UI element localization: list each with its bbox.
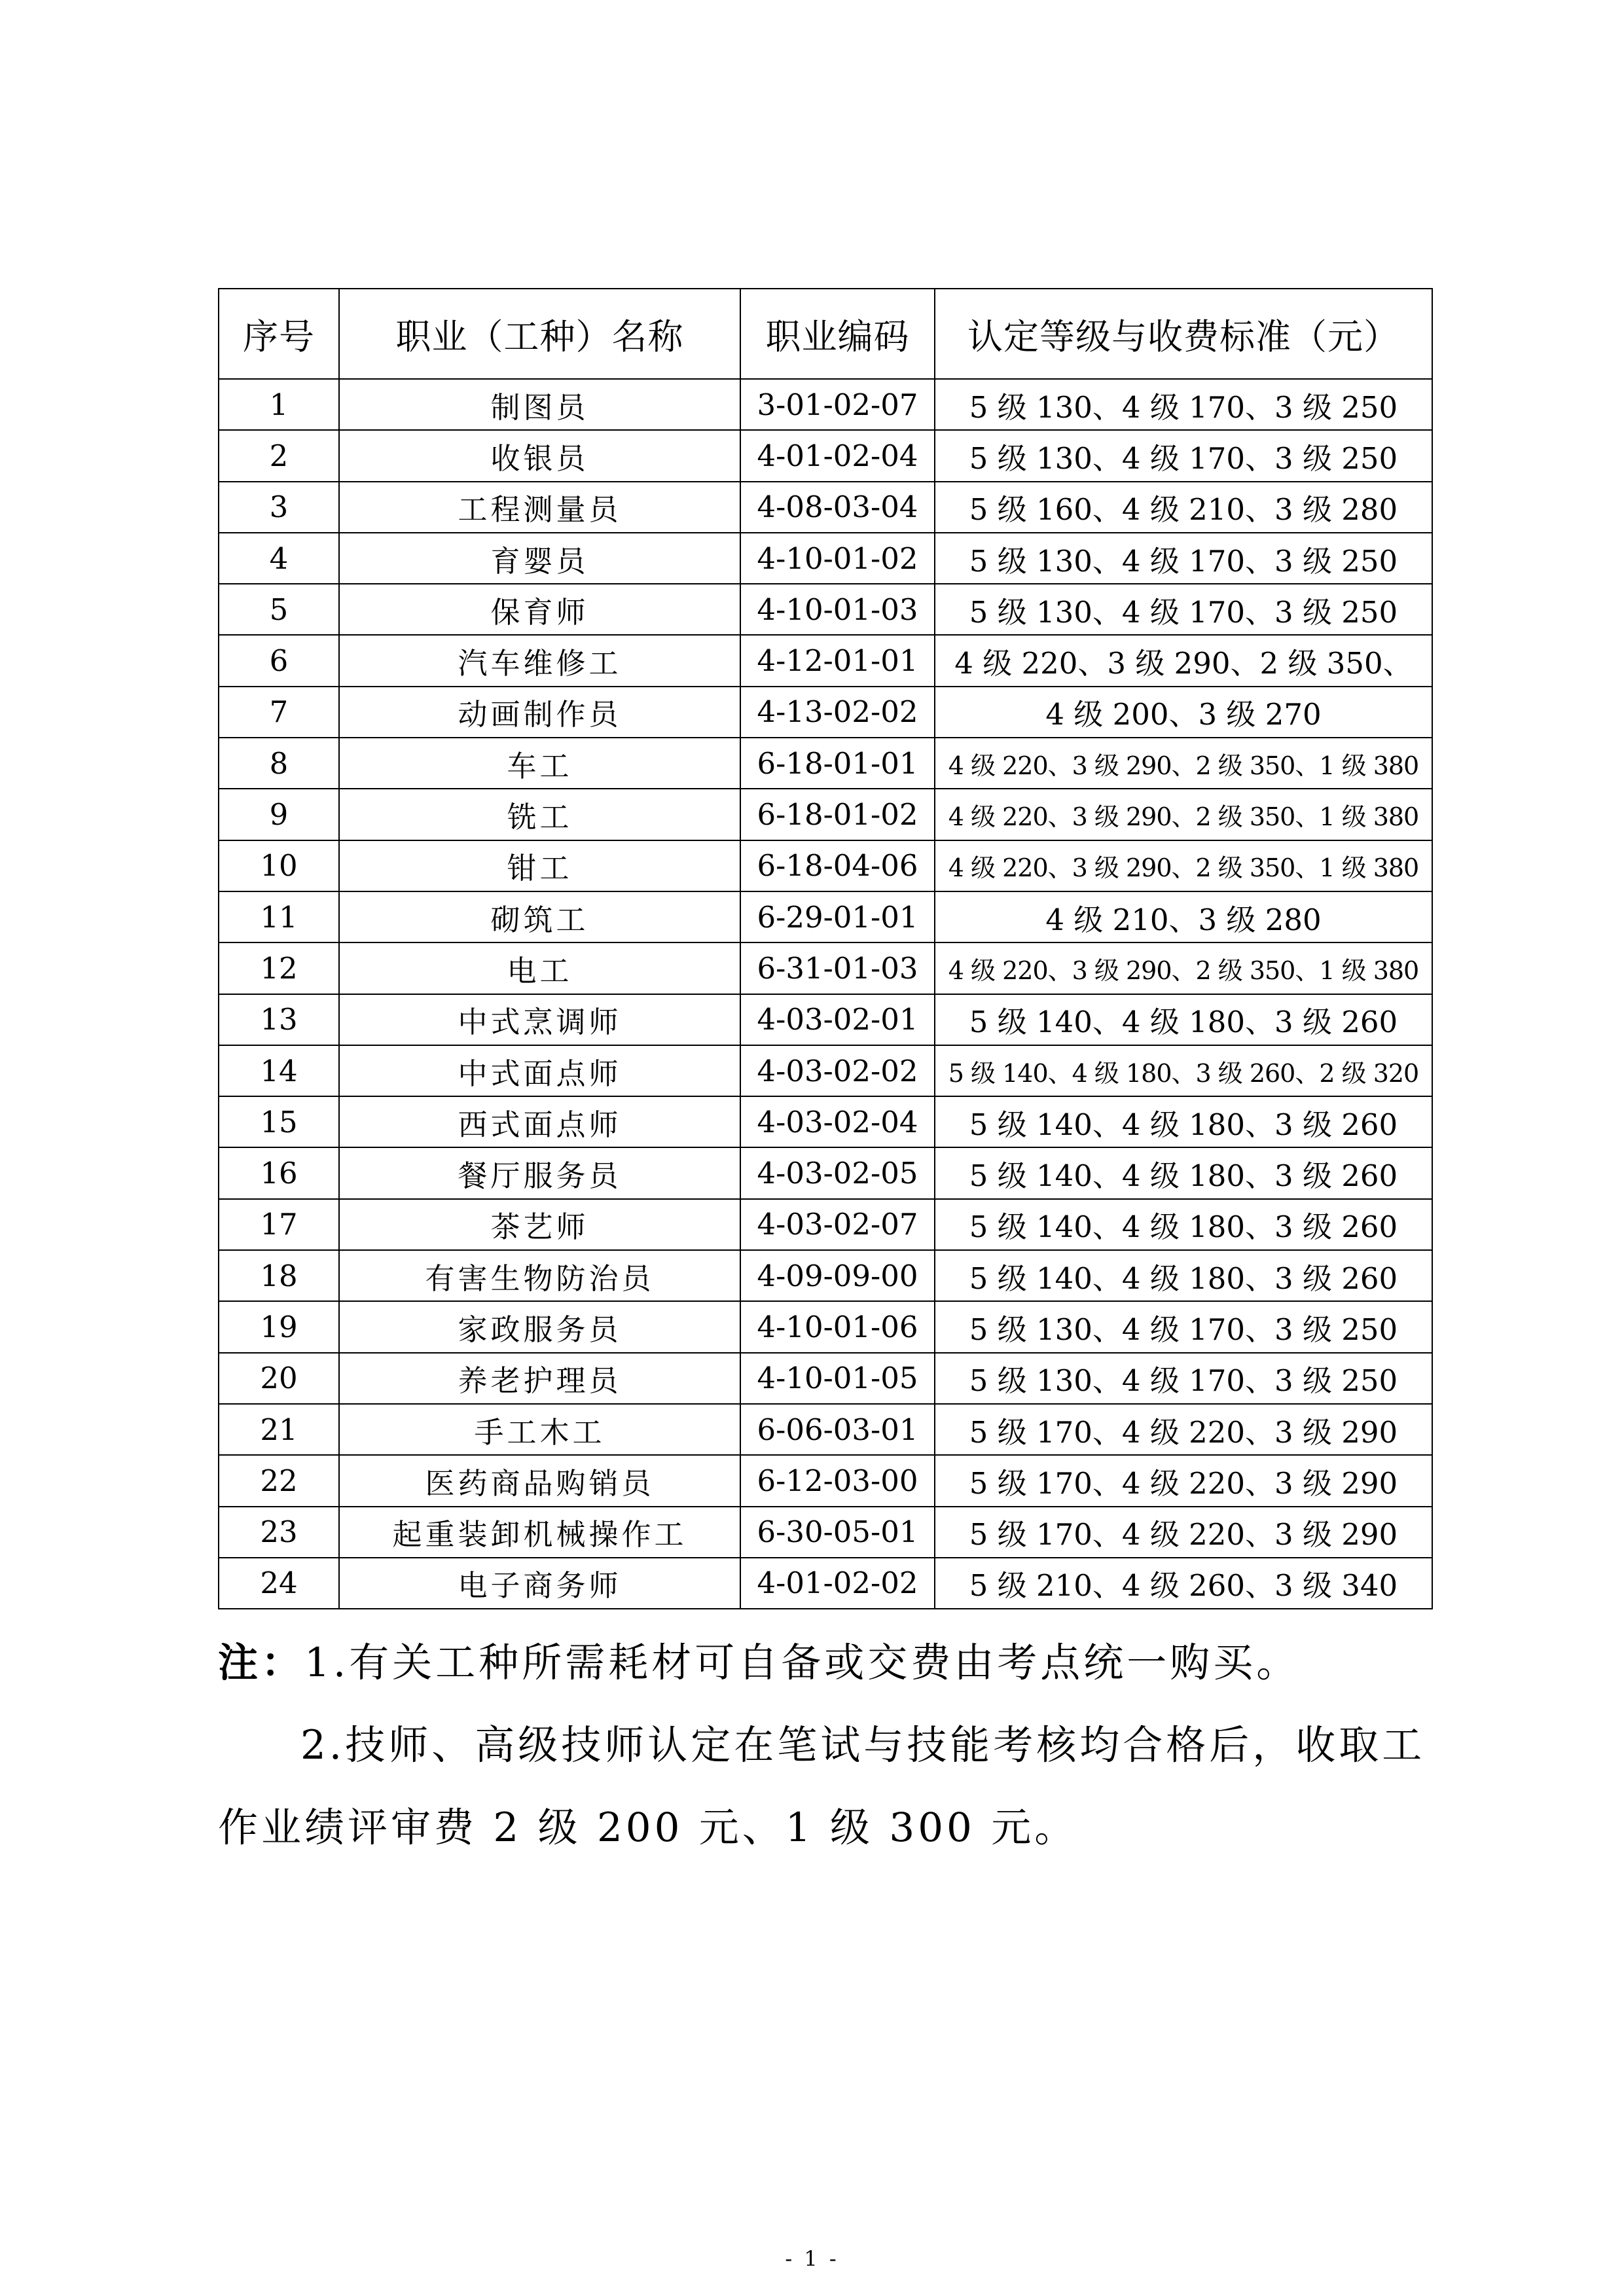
cell-occupation-code: 3-01-02-07: [740, 379, 935, 430]
header-fee-standard: 认定等级与收费标准（元）: [935, 289, 1432, 379]
cell-occupation-code: 4-03-02-04: [740, 1096, 935, 1147]
table-row: [219, 789, 1432, 840]
cell-occupation-name: 车工: [339, 738, 740, 789]
cell-occupation-code: 6-18-01-01: [740, 738, 935, 789]
cell-fee-standard: 5 级 130、4 级 170、3 级 250: [935, 1301, 1432, 1352]
table-row: [219, 994, 1432, 1045]
cell-fee-standard: 4 级 210、3 级 280: [935, 891, 1432, 942]
table-row: [219, 891, 1432, 942]
table-row: [219, 1507, 1432, 1558]
cell-occupation-code: 4-13-02-02: [740, 687, 935, 738]
cell-serial-number: 1: [219, 379, 339, 430]
cell-occupation-name: 餐厅服务员: [339, 1147, 740, 1198]
cell-serial-number: 2: [219, 430, 339, 481]
cell-occupation-code: 6-06-03-01: [740, 1404, 935, 1455]
cell-occupation-name: 有害生物防治员: [339, 1250, 740, 1301]
cell-fee-standard: 5 级 170、4 级 220、3 级 290: [935, 1507, 1432, 1558]
cell-occupation-name: 制图员: [339, 379, 740, 430]
cell-fee-standard: 5 级 130、4 级 170、3 级 250: [935, 533, 1432, 584]
cell-fee-standard: 5 级 140、4 级 180、3 级 260: [935, 1096, 1432, 1147]
cell-serial-number: 8: [219, 738, 339, 789]
cell-serial-number: 23: [219, 1507, 339, 1558]
cell-occupation-code: 4-10-01-06: [740, 1301, 935, 1352]
cell-fee-standard: 5 级 140、4 级 180、3 级 260: [935, 1250, 1432, 1301]
cell-occupation-code: 4-03-02-07: [740, 1199, 935, 1250]
cell-serial-number: 17: [219, 1199, 339, 1250]
cell-occupation-name: 西式面点师: [339, 1096, 740, 1147]
cell-occupation-name: 动画制作员: [339, 687, 740, 738]
table-row: [219, 1558, 1432, 1609]
table-row: [219, 1045, 1432, 1096]
cell-occupation-code: 6-18-04-06: [740, 840, 935, 891]
cell-occupation-name: 汽车维修工: [339, 635, 740, 686]
table-row: [219, 635, 1432, 686]
table-row: [219, 1147, 1432, 1198]
cell-occupation-name: 电子商务师: [339, 1558, 740, 1609]
cell-occupation-name: 茶艺师: [339, 1199, 740, 1250]
table-row: [219, 840, 1432, 891]
cell-fee-standard: 5 级 140、4 级 180、3 级 260: [935, 1199, 1432, 1250]
cell-occupation-code: 4-03-02-05: [740, 1147, 935, 1198]
cell-serial-number: 4: [219, 533, 339, 584]
cell-serial-number: 24: [219, 1558, 339, 1609]
table-row: [219, 482, 1432, 533]
table-header-row: [219, 289, 1432, 379]
cell-fee-standard: 5 级 170、4 级 220、3 级 290: [935, 1404, 1432, 1455]
note-item-2-line-2: 作业绩评审费 2 级 200 元、1 级 300 元。: [218, 1804, 1078, 1851]
cell-serial-number: 12: [219, 942, 339, 994]
table-row: [219, 738, 1432, 789]
table-row: [219, 1455, 1432, 1506]
cell-occupation-name: 工程测量员: [339, 482, 740, 533]
cell-occupation-code: 4-10-01-02: [740, 533, 935, 584]
cell-occupation-code: 6-29-01-01: [740, 891, 935, 942]
cell-occupation-name: 砌筑工: [339, 891, 740, 942]
cell-serial-number: 13: [219, 994, 339, 1045]
cell-occupation-name: 医药商品购销员: [339, 1455, 740, 1506]
cell-fee-standard: 5 级 130、4 级 170、3 级 250: [935, 584, 1432, 635]
cell-serial-number: 6: [219, 635, 339, 686]
cell-fee-standard: 5 级 210、4 级 260、3 级 340: [935, 1558, 1432, 1609]
cell-occupation-name: 起重装卸机械操作工: [339, 1507, 740, 1558]
table-row: [219, 1404, 1432, 1455]
cell-occupation-name: 中式面点师: [339, 1045, 740, 1096]
table-row: [219, 1301, 1432, 1352]
table-row: [219, 430, 1432, 481]
cell-fee-standard: 5 级 130、4 级 170、3 级 250: [935, 430, 1432, 481]
cell-fee-standard: 4 级 220、3 级 290、2 级 350、1 级 380: [935, 789, 1432, 840]
table-row: [219, 584, 1432, 635]
notes-section: [218, 1622, 1435, 1869]
table-row: [219, 379, 1432, 430]
cell-serial-number: 16: [219, 1147, 339, 1198]
cell-fee-standard: 4 级 220、3 级 290、2 级 350、1 级 380: [935, 738, 1432, 789]
note-item-1-text: 1.有关工种所需耗材可自备或交费由考点统一购买。: [304, 1640, 1300, 1686]
cell-fee-standard: 4 级 220、3 级 290、2 级 350、1 级 380: [935, 840, 1432, 891]
cell-fee-standard: 5 级 130、4 级 170、3 级 250: [935, 1353, 1432, 1404]
table-row: [219, 1250, 1432, 1301]
table-row: [219, 1199, 1432, 1250]
cell-occupation-name: 收银员: [339, 430, 740, 481]
cell-occupation-name: 中式烹调师: [339, 994, 740, 1045]
cell-occupation-code: 4-09-09-00: [740, 1250, 935, 1301]
cell-occupation-name: 钳工: [339, 840, 740, 891]
cell-occupation-code: 4-01-02-02: [740, 1558, 935, 1609]
cell-occupation-code: 4-01-02-04: [740, 430, 935, 481]
cell-serial-number: 11: [219, 891, 339, 942]
cell-serial-number: 5: [219, 584, 339, 635]
cell-serial-number: 22: [219, 1455, 339, 1506]
cell-occupation-code: 6-18-01-02: [740, 789, 935, 840]
cell-occupation-code: 4-03-02-01: [740, 994, 935, 1045]
table-row: [219, 1096, 1432, 1147]
cell-occupation-name: 家政服务员: [339, 1301, 740, 1352]
cell-occupation-name: 养老护理员: [339, 1353, 740, 1404]
cell-occupation-code: 4-12-01-01: [740, 635, 935, 686]
cell-occupation-code: 4-03-02-02: [740, 1045, 935, 1096]
cell-fee-standard: 5 级 140、4 级 180、3 级 260: [935, 1147, 1432, 1198]
cell-occupation-name: 铣工: [339, 789, 740, 840]
cell-fee-standard: 5 级 160、4 级 210、3 级 280: [935, 482, 1432, 533]
cell-occupation-code: 4-10-01-03: [740, 584, 935, 635]
note-item-2-line-1: 2.技师、高级技师认定在笔试与技能考核均合格后，收取工: [300, 1722, 1426, 1768]
cell-occupation-code: 6-30-05-01: [740, 1507, 935, 1558]
cell-fee-standard: 4 级 220、3 级 290、2 级 350、: [935, 635, 1432, 686]
header-occupation-name: 职业（工种）名称: [339, 289, 740, 379]
cell-fee-standard: 5 级 130、4 级 170、3 级 250: [935, 379, 1432, 430]
cell-occupation-name: 保育师: [339, 584, 740, 635]
fee-standard-table: [218, 288, 1433, 1609]
table-row: [219, 533, 1432, 584]
cell-fee-standard: 5 级 140、4 级 180、3 级 260、2 级 320: [935, 1045, 1432, 1096]
cell-serial-number: 10: [219, 840, 339, 891]
cell-fee-standard: 5 级 140、4 级 180、3 级 260: [935, 994, 1432, 1045]
header-occupation-code: 职业编码: [740, 289, 935, 379]
cell-serial-number: 14: [219, 1045, 339, 1096]
header-serial-number: 序号: [219, 289, 339, 379]
cell-serial-number: 9: [219, 789, 339, 840]
cell-occupation-name: 电工: [339, 942, 740, 994]
cell-fee-standard: 5 级 170、4 级 220、3 级 290: [935, 1455, 1432, 1506]
cell-serial-number: 18: [219, 1250, 339, 1301]
table-row: [219, 942, 1432, 994]
cell-serial-number: 15: [219, 1096, 339, 1147]
notes-label: 注：: [218, 1640, 305, 1686]
cell-occupation-code: 6-12-03-00: [740, 1455, 935, 1506]
table-row: [219, 687, 1432, 738]
cell-fee-standard: 4 级 200、3 级 270: [935, 687, 1432, 738]
cell-serial-number: 19: [219, 1301, 339, 1352]
note-item-1: [218, 1622, 1435, 1704]
cell-occupation-code: 4-10-01-05: [740, 1353, 935, 1404]
cell-serial-number: 20: [219, 1353, 339, 1404]
cell-occupation-code: 4-08-03-04: [740, 482, 935, 533]
page-number: - 1 -: [785, 2246, 839, 2271]
cell-occupation-code: 6-31-01-03: [740, 942, 935, 994]
cell-occupation-name: 育婴员: [339, 533, 740, 584]
cell-serial-number: 7: [219, 687, 339, 738]
cell-serial-number: 3: [219, 482, 339, 533]
table-row: [219, 1353, 1432, 1404]
cell-occupation-name: 手工木工: [339, 1404, 740, 1455]
cell-serial-number: 21: [219, 1404, 339, 1455]
cell-fee-standard: 4 级 220、3 级 290、2 级 350、1 级 380: [935, 942, 1432, 994]
